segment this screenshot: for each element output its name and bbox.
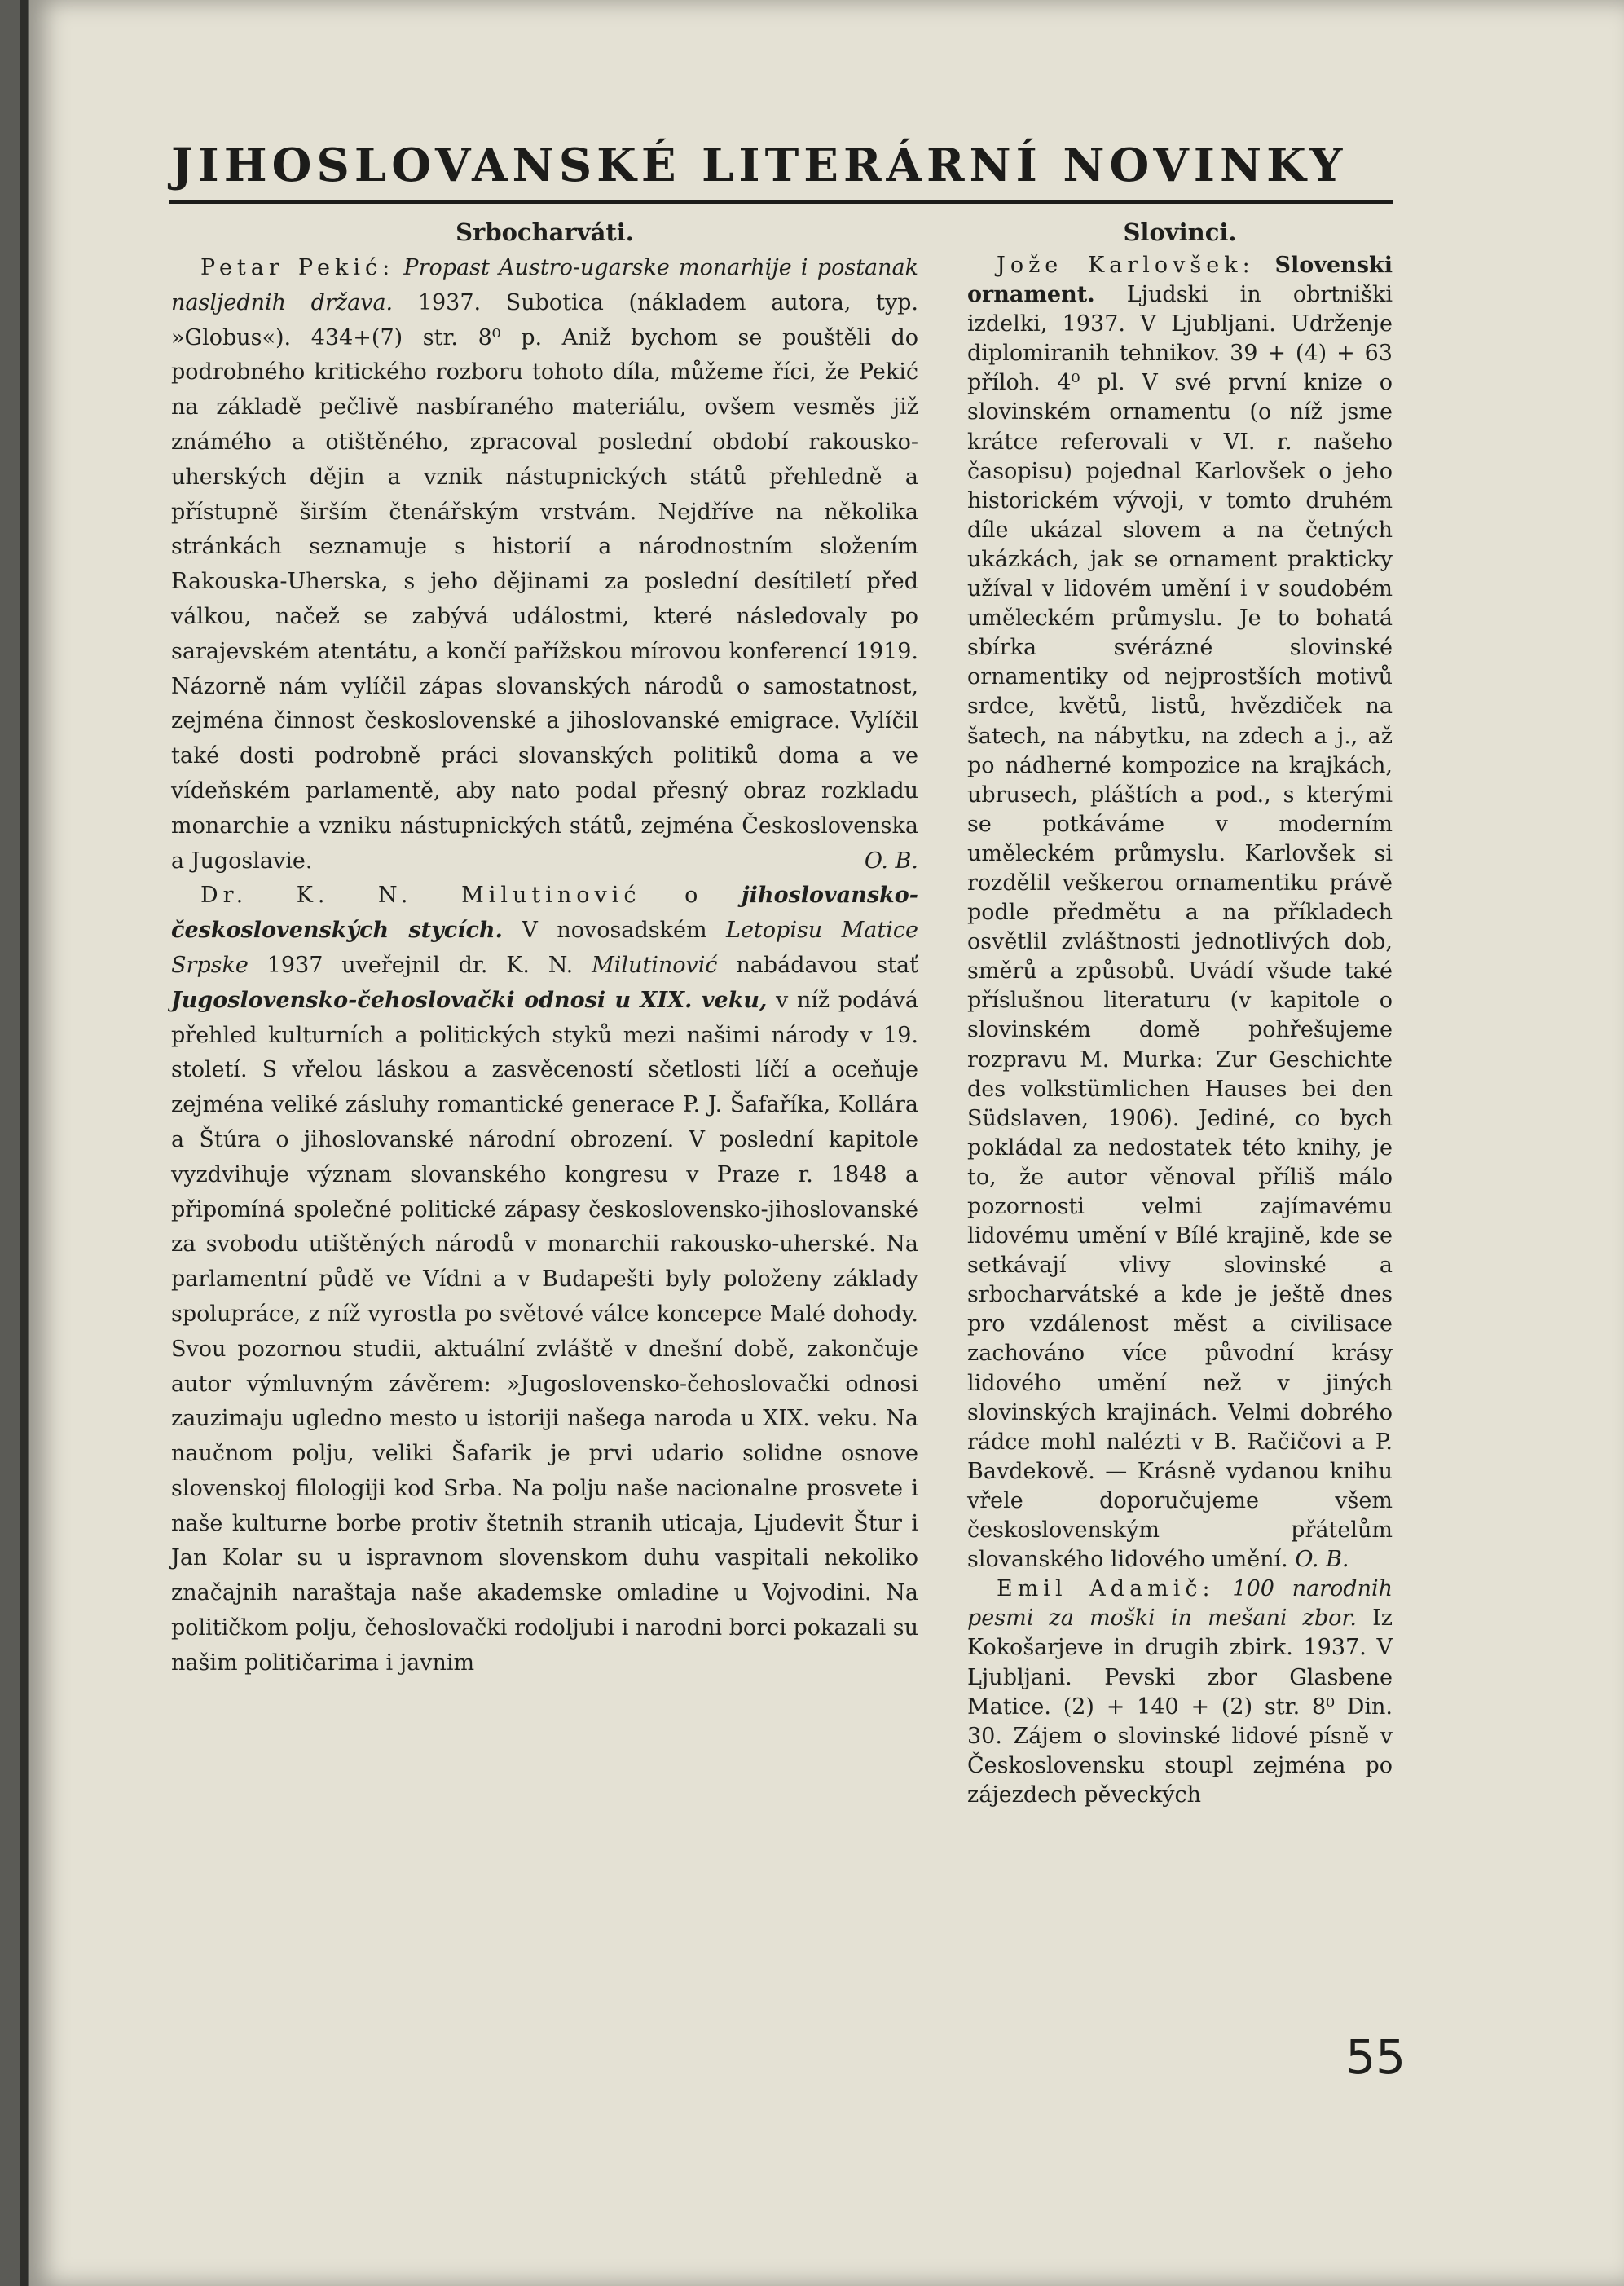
review-body: Jediné, co bych pokládal za nedostatek této knihy, je to, že autor věnoval příliš málo pozornosti velmi zajímavému lidovému umění v Bílé krajině, kde se setkávají vlivy slovinské a srbocharvátské a kde je ještě dnes pro vzdálenost měst a civilisace zachováno více původní krásy lidového umění než v jiných slovinských krajinách. Velmi dobrého rádce mohl nalézti v B. Račičovi a P. Bavdekově. — Krásně vydanou knihu vřele doporučujeme všem československým přátelům slovanského lidového umění. [967,1105,1393,1573]
right-column [967,214,1393,1810]
review-adamic [967,1575,1393,1810]
review-signature: O. B. [1295,1547,1349,1573]
page-header: JIHOSLOVANSKÉ LITERÁRNÍ NOVINKY [171,139,1348,192]
review-body: 1937. Subotica (nákladem autora, typ. »Globus«). 434+(7) str. 8⁰ p. Aniž bychom se pouštěli do podrobného kritického rozboru tohoto díla, můžeme říci, že Pekić na základě pečlivě nasbíraného materiálu, ovšem vesměs již známého a otištěného, zpracoval poslední období rakousko-uherských dějin a vznik nástupnických států přehledně a přístupně širším čtenářským vrstvám. Nejdříve na několika stránkách seznamuje s historií a národnostním složením Rakouska-Uherska, s jeho dějinami za poslední desítiletí před válkou, načež se zabývá událostmi, které následovaly po sarajevském atentátu, a končí pařížskou mírovou konferencí 1919. Názorně nám vylíčil zápas slovanských národů o samostatnost, zejména činnost československé a jihoslovanské emigrace. Vylíčil také dosti podrobně práci slovanských politiků doma a ve vídeňském parlamentě, aby nato podal přesný obraz rozkladu monarchie a vzniku nástupnických států, zejména Československa a Jugoslavie. [171,289,918,874]
review-milutinovic [171,879,918,1680]
author-name: Petar Pekić: [200,255,395,280]
section-heading-slovinci: Slovinci. [1123,218,1237,246]
journal-title: Letopisu Matice Srpske [171,918,918,978]
header-rule [169,200,1393,204]
review-text: nabádavou stať [736,952,919,978]
review-body: Ljudski in obrtniški izdelki, 1937. V Ljubljani. Udrženje diplomiranih tehnikov. 39 + (4) + 63 příloh. 4⁰ pl. V své první knize o slovinském ornamentu (o níž jsme krátce referovali v VI. r. našeho časopisu) pojednal Karlovšek o jeho historickém vývoji, v tomto druhém díle ukázal slovem a na četných ukázkách, jak se ornament prakticky užíval v lidovém umění i v soudobém uměleckém průmyslu. Je to bohatá sbírka svérázné slovinské ornamentiky od nejprostších motivů srdce, květů, listů, hvězdiček na šatech, na nábytku, na zdech a j., až po nádherné kompozice na krajkách, ubrusech, pláštích a pod., s kterými se potkáváme v moderním uměleckém průmyslu. Karlovšek si rozdělil veškerou ornamentiku právě podle předmětu a na příkladech osvětlil zvláštnosti jednotlivých dob, směrů a způsobů. Uvádí všude také příslušnou literaturu (v kapitole o slovinském domě pohřešujeme rozpravu M. Murka: [967,282,1393,1073]
review-karlovsek [967,251,1393,1575]
review-body: v níž podává přehled kulturních a politických styků mezi našimi národy v 19. století. S vřelou láskou a zasvěceností sčetlosti líčí a oceňuje zejména veliké zásluhy romantické generace P. J. Šafaříka, Kollára a Štúra o jihoslovanské národní obrození. V poslední kapitole vyzdvihuje význam slovanského kongresu v Praze r. 1848 a připomíná společné politické zápasy československo-jihoslovanské za svobodu utištěných národů v monarchii rakousko-uherské. Na parlamentní půdě ve Vídni a v Budapešti byly položeny základy spolupráce, z níž vyrostla po světové válce koncepce Malé dohody. Svou pozornou studii, aktuální zvláště v dnešní době, zakončuje autor výmluvným závěrem: »Jugoslovensko-čehoslovački odnosi zauzimaju ugledno mesto u istoriji našega naroda u XIX. veku. Na naučnom polju, veliki Šafarik je prvi udario solidne osnove slovenskoj filologiji kod Srba. Na polju naše nacionalne prosvete i naše kulturne borbe protiv štetnih stranih uticaja, Ljudevit Štur i Jan Kolar su u ispravnom slovenskom duhu vaspitali nekoliko značajnih naraštaja naše akademske omladine u Vojvodini. Na političkom polju, čehoslovački rodoljubi i narodni borci pokazali su našim političarima i javnim [171,987,918,1676]
author-name-italic: Milutinović [592,952,718,978]
review-signature: O. B. [864,848,918,874]
left-column [171,214,918,1681]
study-title: jihoslovansko-československých stycích. [171,883,918,944]
citation: Zur Geschichte des volkstümlichen Hauses bei den Südslaven, 1906). [967,1046,1393,1131]
author-name: Jože Karlovšek: [997,253,1255,278]
binding-edge [20,0,28,2286]
review-text: V novosadském [522,918,707,944]
section-heading-srbocharvati: Srbocharváti. [456,218,634,246]
author-name: Emil Adamič: [997,1576,1215,1602]
connector: o [684,883,698,909]
book-title: 100 narodnih pesmi za moški in mešani zbor. [967,1576,1393,1632]
review-body: Iz Kokošarjeve in drugih zbirk. 1937. V Ljubljani. Pevski zbor Glasbene Matice. (2) + 140 + (2) str. 8⁰ Din. 30. Zájem o slovinské lidové písně v Československu stoupl zejména po zájezdech pěveckých [967,1605,1393,1808]
author-name: Dr. K. N. Milutinović [200,883,641,909]
book-title: Propast Austro-ugarske monarhije i postanak nasljednih država. [171,255,918,315]
book-title: Slovenski ornament. [967,253,1393,308]
review-text: 1937 uveřejnil dr. K. N. [266,952,574,978]
article-title: Jugoslovensko-čehoslovački odnosi u XIX. veku, [171,987,768,1013]
page-number: 55 [1345,2029,1406,2085]
review-pekic [171,251,918,879]
